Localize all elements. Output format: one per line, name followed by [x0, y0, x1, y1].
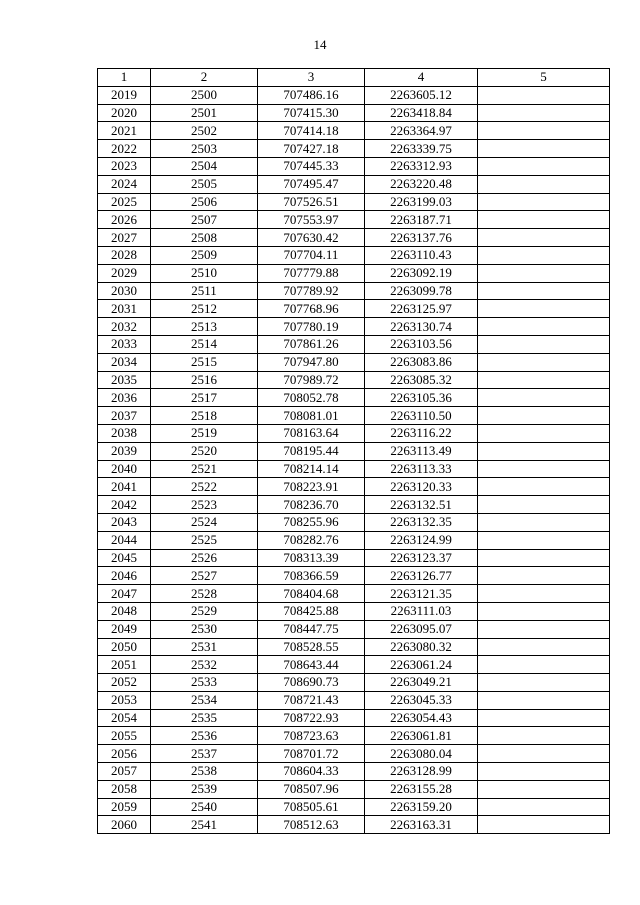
table-cell: 2263187.71	[365, 211, 478, 229]
table-cell: 2034	[98, 353, 151, 371]
table-cell: 2044	[98, 531, 151, 549]
table-cell: 708313.39	[258, 549, 365, 567]
table-cell: 707415.30	[258, 104, 365, 122]
table-cell: 2539	[151, 780, 258, 798]
table-cell: 708643.44	[258, 656, 365, 674]
table-cell: 708163.64	[258, 424, 365, 442]
table-cell: 708366.59	[258, 567, 365, 585]
table-row	[98, 335, 610, 353]
table-cell	[478, 300, 610, 318]
table-cell: 707486.16	[258, 86, 365, 104]
table-cell	[478, 318, 610, 336]
table-cell: 2526	[151, 549, 258, 567]
table-cell	[478, 567, 610, 585]
table-cell: 2043	[98, 513, 151, 531]
table-cell	[478, 460, 610, 478]
table-cell: 2502	[151, 122, 258, 140]
table-cell: 2501	[151, 104, 258, 122]
table-cell: 2036	[98, 389, 151, 407]
table-cell: 2263061.81	[365, 727, 478, 745]
table-cell: 2263103.56	[365, 335, 478, 353]
table-cell: 2058	[98, 780, 151, 798]
table-cell: 2263123.37	[365, 549, 478, 567]
column-header: 5	[478, 69, 610, 87]
table-cell: 2263159.20	[365, 798, 478, 816]
table-cell: 2048	[98, 602, 151, 620]
table-cell	[478, 531, 610, 549]
table-cell: 2046	[98, 567, 151, 585]
table-cell: 707780.19	[258, 318, 365, 336]
table-cell: 707427.18	[258, 140, 365, 158]
table-row	[98, 282, 610, 300]
table-cell: 708528.55	[258, 638, 365, 656]
table-cell: 2025	[98, 193, 151, 211]
table-cell	[478, 620, 610, 638]
table-cell	[478, 727, 610, 745]
table-cell: 2263126.77	[365, 567, 478, 585]
table-cell: 2263095.07	[365, 620, 478, 638]
table-cell: 707989.72	[258, 371, 365, 389]
table-cell: 707947.80	[258, 353, 365, 371]
table-cell: 2532	[151, 656, 258, 674]
table-row	[98, 460, 610, 478]
table-row	[98, 353, 610, 371]
table-cell: 2522	[151, 478, 258, 496]
table-cell: 2263099.78	[365, 282, 478, 300]
table-cell: 708723.63	[258, 727, 365, 745]
table-cell: 2033	[98, 335, 151, 353]
table-cell: 2042	[98, 496, 151, 514]
table-row	[98, 496, 610, 514]
table-cell: 708507.96	[258, 780, 365, 798]
table-cell: 708722.93	[258, 709, 365, 727]
table-row	[98, 86, 610, 104]
table-cell: 707526.51	[258, 193, 365, 211]
table-cell: 2540	[151, 798, 258, 816]
table-row	[98, 656, 610, 674]
table-cell: 2263137.76	[365, 229, 478, 247]
table-cell: 2263061.24	[365, 656, 478, 674]
table-cell	[478, 816, 610, 834]
table-cell: 2524	[151, 513, 258, 531]
table-cell: 2521	[151, 460, 258, 478]
table-cell	[478, 496, 610, 514]
table-cell: 2040	[98, 460, 151, 478]
table-cell: 2047	[98, 585, 151, 603]
table-cell: 2263085.32	[365, 371, 478, 389]
table-row	[98, 638, 610, 656]
table-cell: 708505.61	[258, 798, 365, 816]
table-cell: 2050	[98, 638, 151, 656]
table-cell	[478, 407, 610, 425]
table-row	[98, 407, 610, 425]
table-cell: 2035	[98, 371, 151, 389]
table-row	[98, 549, 610, 567]
table-cell: 2263339.75	[365, 140, 478, 158]
table-cell: 2511	[151, 282, 258, 300]
table-cell: 708447.75	[258, 620, 365, 638]
table-cell: 2263116.22	[365, 424, 478, 442]
table-cell: 2263132.51	[365, 496, 478, 514]
table-row	[98, 674, 610, 692]
table-cell	[478, 211, 610, 229]
table-cell: 708425.88	[258, 602, 365, 620]
table-cell: 708512.63	[258, 816, 365, 834]
table-cell: 2263045.33	[365, 691, 478, 709]
table-row	[98, 567, 610, 585]
table-cell: 707789.92	[258, 282, 365, 300]
table-row	[98, 140, 610, 158]
table-cell: 2534	[151, 691, 258, 709]
table-cell: 708701.72	[258, 745, 365, 763]
table-cell: 2054	[98, 709, 151, 727]
table-cell: 2263312.93	[365, 157, 478, 175]
table-cell: 2026	[98, 211, 151, 229]
table-cell	[478, 335, 610, 353]
table-cell: 2263199.03	[365, 193, 478, 211]
table-cell: 2263120.33	[365, 478, 478, 496]
table-cell	[478, 371, 610, 389]
table-cell: 2263132.35	[365, 513, 478, 531]
table-row	[98, 602, 610, 620]
table-cell: 2021	[98, 122, 151, 140]
table-cell: 707553.97	[258, 211, 365, 229]
table-cell: 2515	[151, 353, 258, 371]
table-cell: 2263124.99	[365, 531, 478, 549]
table-cell: 2531	[151, 638, 258, 656]
table-cell: 2538	[151, 763, 258, 781]
table-cell: 2530	[151, 620, 258, 638]
table-row	[98, 424, 610, 442]
table-cell: 2263163.31	[365, 816, 478, 834]
table-cell: 2028	[98, 246, 151, 264]
table-row	[98, 175, 610, 193]
column-header: 2	[151, 69, 258, 87]
table-cell: 708081.01	[258, 407, 365, 425]
table-cell: 707768.96	[258, 300, 365, 318]
table-cell	[478, 282, 610, 300]
table-row	[98, 442, 610, 460]
table-cell: 2533	[151, 674, 258, 692]
table-cell: 2523	[151, 496, 258, 514]
table-cell: 2263110.50	[365, 407, 478, 425]
table-cell	[478, 229, 610, 247]
table-cell	[478, 157, 610, 175]
table-cell	[478, 442, 610, 460]
table-cell: 707414.18	[258, 122, 365, 140]
table-cell: 2032	[98, 318, 151, 336]
table-cell: 2022	[98, 140, 151, 158]
table-cell: 708052.78	[258, 389, 365, 407]
table-row	[98, 745, 610, 763]
table-cell: 2528	[151, 585, 258, 603]
table-cell	[478, 763, 610, 781]
page-number: 14	[313, 37, 327, 52]
table-row	[98, 709, 610, 727]
table-cell	[478, 585, 610, 603]
table-cell: 2263080.32	[365, 638, 478, 656]
table-cell: 2263155.28	[365, 780, 478, 798]
table-cell: 2513	[151, 318, 258, 336]
table-cell	[478, 478, 610, 496]
table-cell: 2038	[98, 424, 151, 442]
table-cell: 2500	[151, 86, 258, 104]
table-cell: 2508	[151, 229, 258, 247]
table-row	[98, 513, 610, 531]
table-cell: 2516	[151, 371, 258, 389]
table-cell	[478, 656, 610, 674]
table-cell: 2504	[151, 157, 258, 175]
table-row	[98, 318, 610, 336]
table-cell: 2051	[98, 656, 151, 674]
table-cell: 2263080.04	[365, 745, 478, 763]
table-cell: 2506	[151, 193, 258, 211]
table-cell: 2263125.97	[365, 300, 478, 318]
table-cell: 708282.76	[258, 531, 365, 549]
table-cell: 707630.42	[258, 229, 365, 247]
table-cell: 2541	[151, 816, 258, 834]
table-cell: 707779.88	[258, 264, 365, 282]
table-cell: 708604.33	[258, 763, 365, 781]
table-cell: 2263105.36	[365, 389, 478, 407]
table-cell: 708223.91	[258, 478, 365, 496]
table-row	[98, 478, 610, 496]
table-cell: 2510	[151, 264, 258, 282]
table-cell	[478, 175, 610, 193]
table-cell	[478, 264, 610, 282]
table-cell: 2517	[151, 389, 258, 407]
table-cell: 708721.43	[258, 691, 365, 709]
table-cell	[478, 246, 610, 264]
table-row	[98, 211, 610, 229]
table-cell: 2039	[98, 442, 151, 460]
table-cell: 2518	[151, 407, 258, 425]
table-cell	[478, 513, 610, 531]
table-cell: 2030	[98, 282, 151, 300]
table-cell: 2263054.43	[365, 709, 478, 727]
table-cell: 2263128.99	[365, 763, 478, 781]
table-cell: 707445.33	[258, 157, 365, 175]
table-cell	[478, 674, 610, 692]
table-row	[98, 531, 610, 549]
table-cell: 2527	[151, 567, 258, 585]
table-cell: 708214.14	[258, 460, 365, 478]
table-cell: 708404.68	[258, 585, 365, 603]
table-cell	[478, 122, 610, 140]
table-row	[98, 585, 610, 603]
table-cell: 2020	[98, 104, 151, 122]
table-cell: 707704.11	[258, 246, 365, 264]
table-cell: 708236.70	[258, 496, 365, 514]
table-row	[98, 371, 610, 389]
table-cell: 2060	[98, 816, 151, 834]
table-cell	[478, 780, 610, 798]
table-cell: 2503	[151, 140, 258, 158]
table-cell: 2023	[98, 157, 151, 175]
table-cell	[478, 389, 610, 407]
table-row	[98, 691, 610, 709]
table-row	[98, 620, 610, 638]
table-cell	[478, 140, 610, 158]
table-cell: 2263113.33	[365, 460, 478, 478]
table-cell: 2263092.19	[365, 264, 478, 282]
table-cell: 2263418.84	[365, 104, 478, 122]
column-header: 1	[98, 69, 151, 87]
table-cell: 2529	[151, 602, 258, 620]
table-cell	[478, 691, 610, 709]
table-cell	[478, 424, 610, 442]
table-cell	[478, 104, 610, 122]
table-cell: 2031	[98, 300, 151, 318]
table-cell: 2059	[98, 798, 151, 816]
table-cell: 2049	[98, 620, 151, 638]
table-header-row	[98, 69, 610, 87]
table-cell	[478, 193, 610, 211]
table-row	[98, 727, 610, 745]
table-cell: 2055	[98, 727, 151, 745]
table-cell: 2052	[98, 674, 151, 692]
table-row	[98, 229, 610, 247]
table-cell: 2525	[151, 531, 258, 549]
table-cell	[478, 798, 610, 816]
table-cell: 2507	[151, 211, 258, 229]
table-cell: 708255.96	[258, 513, 365, 531]
table-cell: 2263049.21	[365, 674, 478, 692]
table-cell: 2019	[98, 86, 151, 104]
table-cell	[478, 602, 610, 620]
table-cell: 2041	[98, 478, 151, 496]
coordinates-table	[97, 68, 610, 834]
table-row	[98, 193, 610, 211]
table-row	[98, 122, 610, 140]
table-cell: 2263113.49	[365, 442, 478, 460]
table-cell: 2027	[98, 229, 151, 247]
table-cell: 2509	[151, 246, 258, 264]
table-row	[98, 246, 610, 264]
table-cell	[478, 745, 610, 763]
table-row	[98, 780, 610, 798]
table-cell: 2057	[98, 763, 151, 781]
table-row	[98, 264, 610, 282]
table-cell: 2535	[151, 709, 258, 727]
table-cell: 2263220.48	[365, 175, 478, 193]
table-cell: 707495.47	[258, 175, 365, 193]
table-cell	[478, 86, 610, 104]
table-cell: 2519	[151, 424, 258, 442]
table-cell: 2263364.97	[365, 122, 478, 140]
table-row	[98, 157, 610, 175]
table-cell: 707861.26	[258, 335, 365, 353]
table-cell: 2263605.12	[365, 86, 478, 104]
table-cell	[478, 353, 610, 371]
table-cell: 2536	[151, 727, 258, 745]
table-row	[98, 300, 610, 318]
column-header: 3	[258, 69, 365, 87]
table-cell: 708690.73	[258, 674, 365, 692]
table-row	[98, 798, 610, 816]
table-cell: 2520	[151, 442, 258, 460]
table-cell: 2053	[98, 691, 151, 709]
table-cell: 2263083.86	[365, 353, 478, 371]
column-header: 4	[365, 69, 478, 87]
table-cell: 2037	[98, 407, 151, 425]
table-cell: 2045	[98, 549, 151, 567]
table-cell: 2512	[151, 300, 258, 318]
table-cell: 2505	[151, 175, 258, 193]
table-row	[98, 389, 610, 407]
table-cell: 2029	[98, 264, 151, 282]
table-cell: 2056	[98, 745, 151, 763]
table-cell	[478, 709, 610, 727]
table-cell: 2263121.35	[365, 585, 478, 603]
table-cell	[478, 638, 610, 656]
table-row	[98, 104, 610, 122]
table-cell: 2263110.43	[365, 246, 478, 264]
table-cell	[478, 549, 610, 567]
table-row	[98, 763, 610, 781]
table-body	[98, 86, 610, 833]
table-cell: 708195.44	[258, 442, 365, 460]
table-cell: 2263130.74	[365, 318, 478, 336]
table-cell: 2024	[98, 175, 151, 193]
table-cell: 2537	[151, 745, 258, 763]
table-row	[98, 816, 610, 834]
table-cell: 2263111.03	[365, 602, 478, 620]
table-cell: 2514	[151, 335, 258, 353]
